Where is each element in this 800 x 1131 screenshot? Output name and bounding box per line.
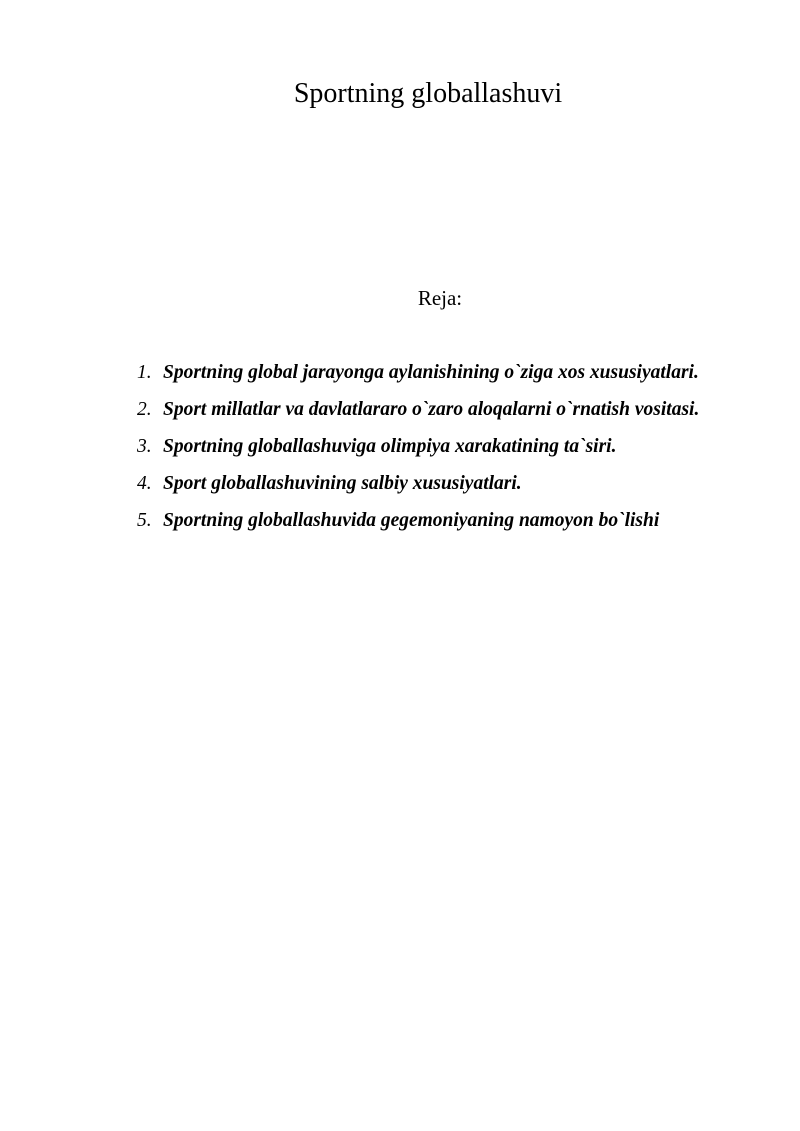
plan-item-number: 3. <box>137 436 152 457</box>
document-title: Sportning globallashuvi <box>293 78 563 109</box>
plan-item-text: Sportning globallashuvida gegemoniyaning namoyon bo`lishi <box>163 510 660 531</box>
plan-item <box>137 391 737 428</box>
plan-item <box>137 428 737 465</box>
plan-item-number: 4. <box>137 473 152 494</box>
plan-item-text: Sportning globallashuviga olimpiya xarakatining ta`siri. <box>163 436 617 457</box>
plan-heading: Reja: <box>417 286 463 310</box>
plan-item-number: 1. <box>137 362 152 383</box>
plan-item-number: 5. <box>137 510 152 531</box>
plan-list <box>137 354 737 539</box>
plan-item-text: Sport globallashuvining salbiy xususiyatlari. <box>163 473 522 494</box>
plan-item <box>137 502 737 539</box>
plan-item-text: Sport millatlar va davlatlararo o`zaro aloqalarni o`rnatish vositasi. <box>163 399 700 420</box>
plan-item <box>137 354 737 391</box>
plan-item-number: 2. <box>137 399 152 420</box>
plan-item <box>137 465 737 502</box>
plan-item-text: Sportning global jarayonga aylanishining o`ziga xos xususiyatlari. <box>163 362 699 383</box>
